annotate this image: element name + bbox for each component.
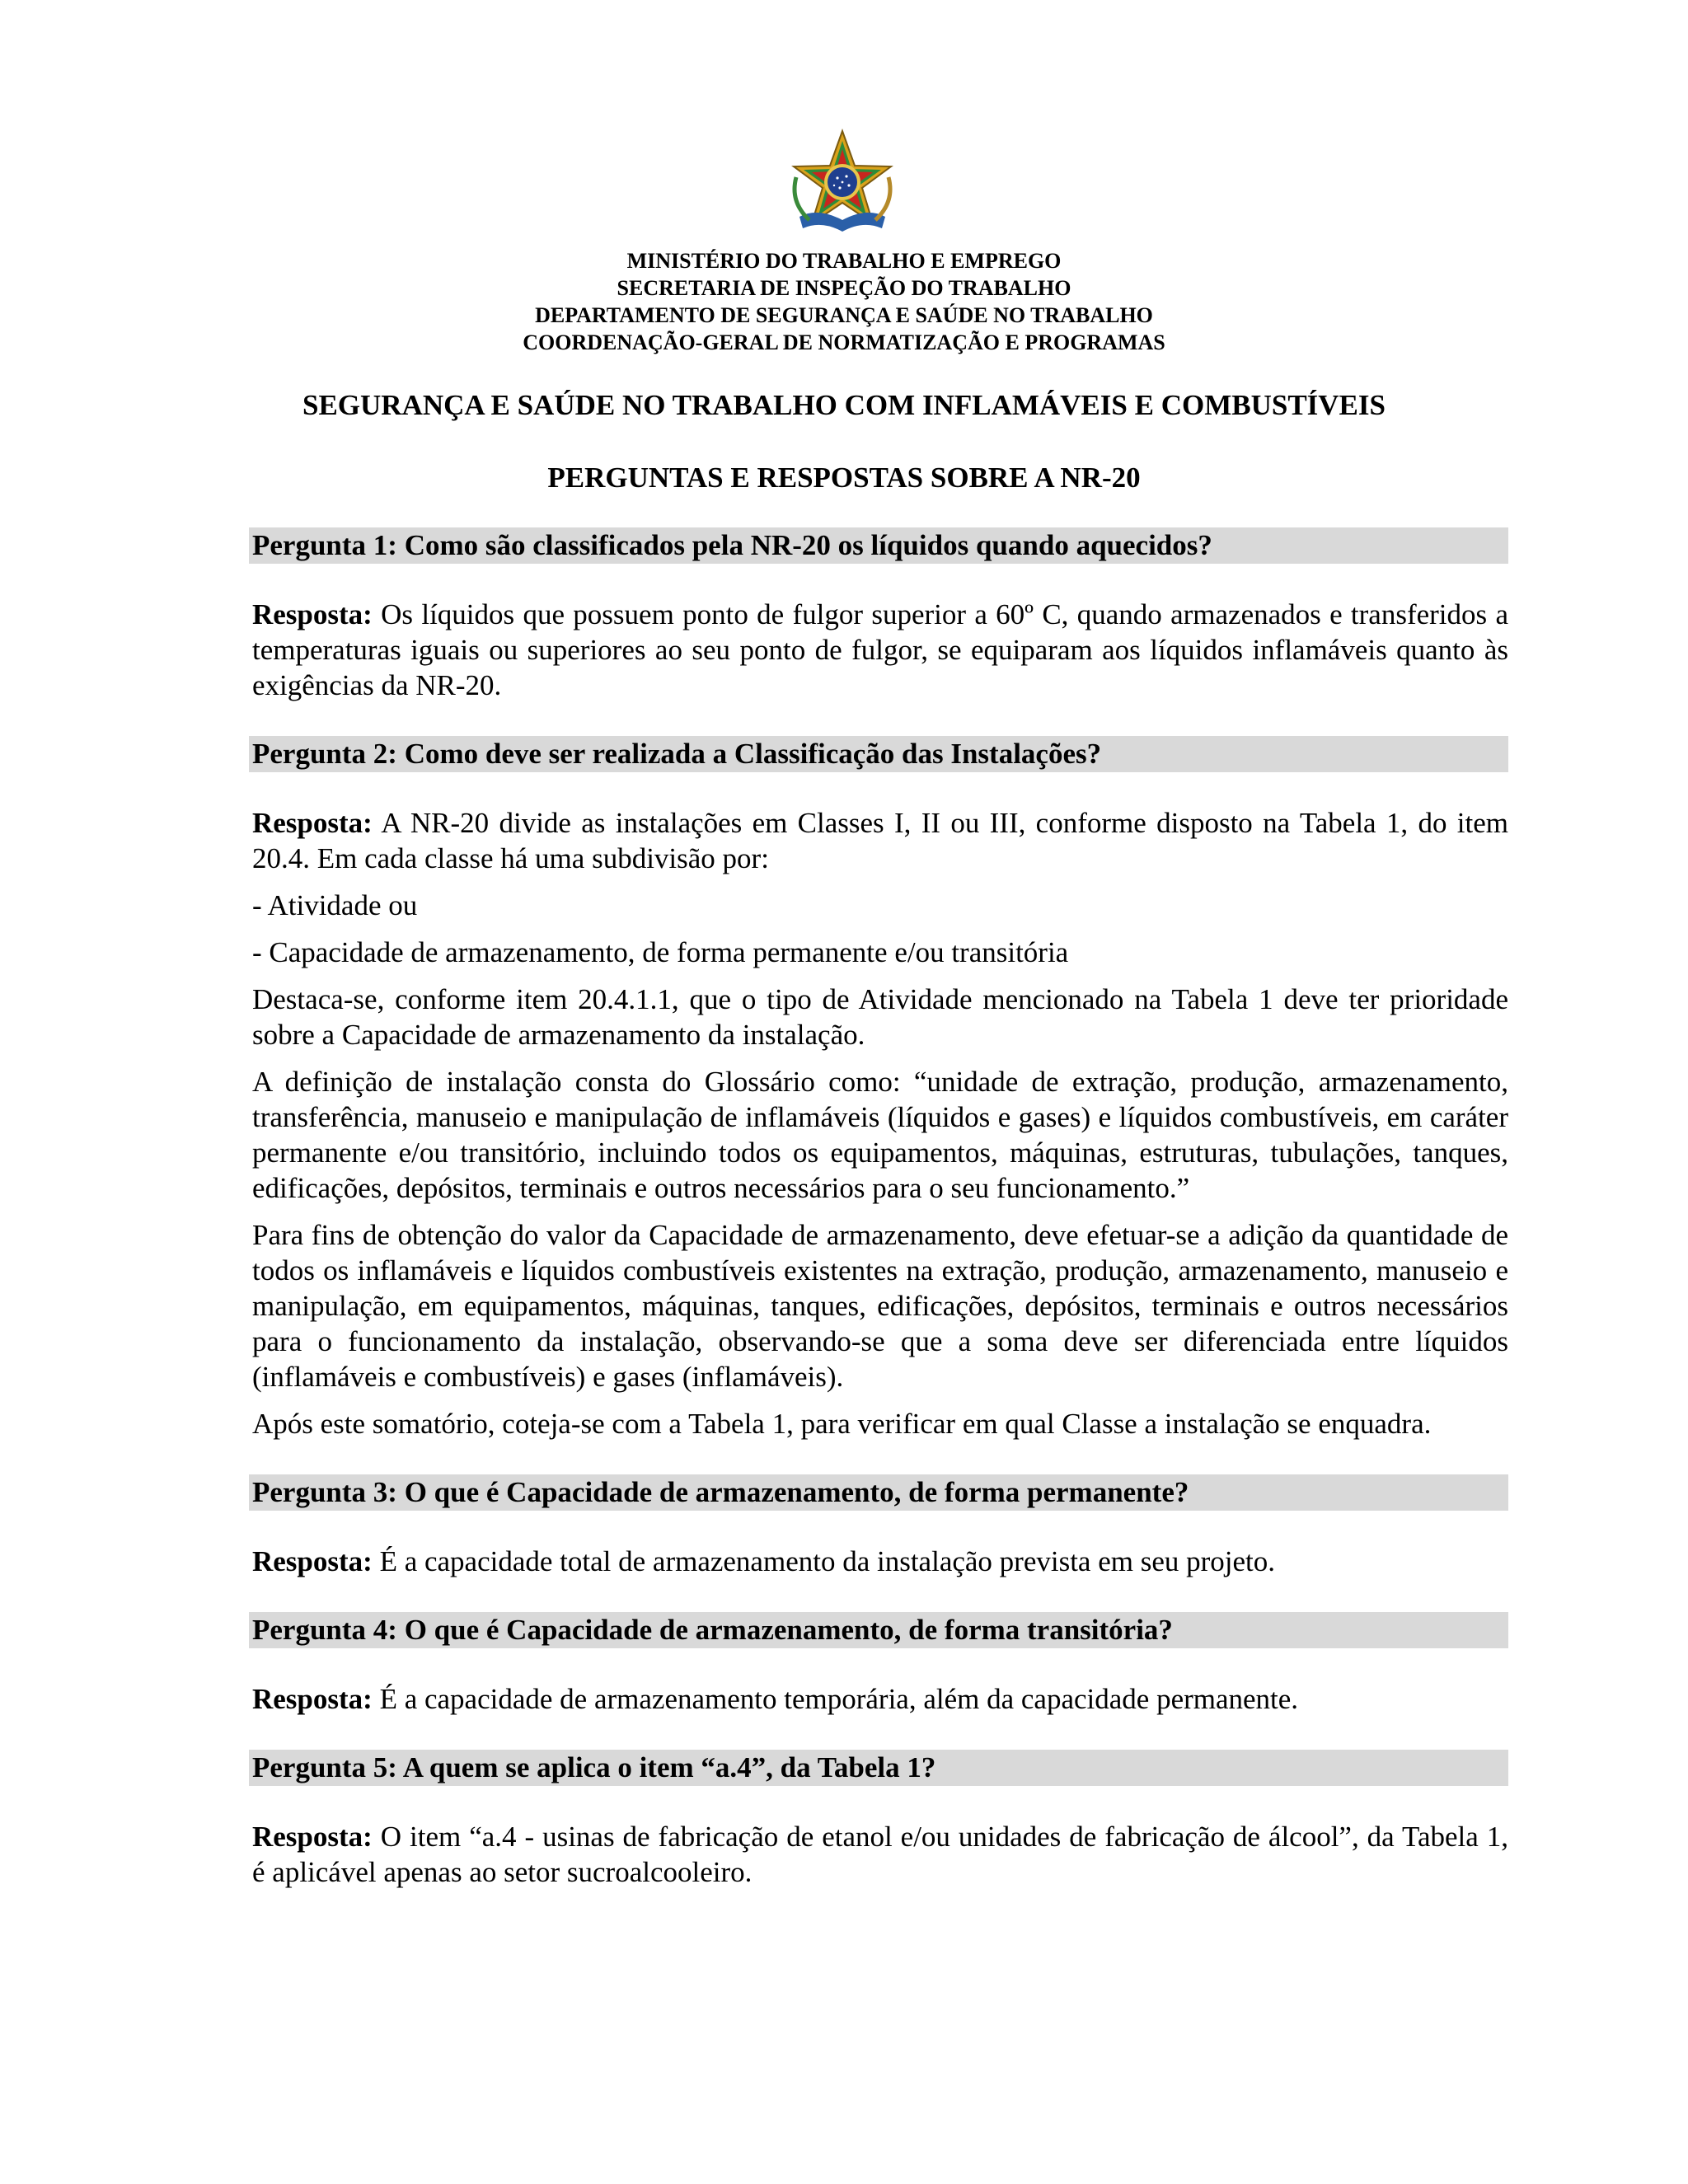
paragraph-somatorio: Após este somatório, coteja-se com a Tabela 1, para verificar em qual Classe a instalação se enquadra.: [252, 1408, 1432, 1440]
answer-label: Resposta:: [252, 807, 373, 839]
list-item-atividade: - Atividade ou: [252, 889, 418, 921]
paragraph-definicao: A definição de instalação consta do Glossário como: “unidade de extração, produção, armazenamento, transferência, manuseio e manipulação de inflamáveis (líquidos e gases) e líquidos combustíveis, em caráter permanente e/ou transitório, incluindo todos os equipamentos, máquinas, estruturas, tubulações, tanques, edificações, depósitos, terminais e outros necessários para o seu funcionamento.”: [252, 1066, 1508, 1204]
answer-text: É a capacidade de armazenamento temporária, além da capacidade permanente.: [379, 1683, 1299, 1715]
secretariat-line: SECRETARIA DE INSPEÇÃO DO TRABALHO: [617, 276, 1071, 300]
answer-label: Resposta:: [252, 1545, 373, 1577]
question-2: Pergunta 2: Como deve ser realizada a Classificação das Instalações?: [249, 736, 1508, 772]
header: [0, 247, 1688, 356]
qa-list: [252, 527, 1508, 1923]
department-line: DEPARTAMENTO DE SEGURANÇA E SAÚDE NO TRABALHO: [535, 303, 1153, 327]
question-5: Pergunta 5: A quem se aplica o item “a.4”, da Tabela 1?: [249, 1750, 1508, 1786]
answer-3: [252, 1544, 1508, 1579]
answer-label: Resposta:: [252, 1683, 373, 1715]
question-4: Pergunta 4: O que é Capacidade de armazenamento, de forma transitória?: [249, 1612, 1508, 1648]
document-title: SEGURANÇA E SAÚDE NO TRABALHO COM INFLAMÁVEIS E COMBUSTÍVEIS: [302, 389, 1386, 421]
answer-2: [252, 805, 1508, 876]
document-subtitle: PERGUNTAS E RESPOSTAS SOBRE A NR-20: [547, 462, 1141, 494]
question-1: Pergunta 1: Como são classificados pela NR-20 os líquidos quando aquecidos?: [249, 527, 1508, 564]
answer-text: Os líquidos que possuem ponto de fulgor superior a 60º C, quando armazenados e transferidos a temperaturas iguais ou superiores ao seu ponto de fulgor, se equiparam aos líquidos inflamáveis quanto às exigências da NR-20.: [252, 598, 1508, 701]
ministry-line: MINISTÉRIO DO TRABALHO E EMPREGO: [626, 249, 1062, 273]
question-3: Pergunta 3: O que é Capacidade de armazenamento, de forma permanente?: [249, 1474, 1508, 1511]
list-item-capacidade: - Capacidade de armazenamento, de forma permanente e/ou transitória: [252, 936, 1069, 968]
answer-text: A NR-20 divide as instalações em Classes I, II ou III, conforme disposto na Tabela 1, do item 20.4. Em cada classe há uma subdivisão por:: [252, 807, 1508, 874]
answer-label: Resposta:: [252, 598, 373, 630]
answer-1: [252, 597, 1508, 703]
answer-4: [252, 1681, 1508, 1717]
answer-text: O item “a.4 - usinas de fabricação de etanol e/ou unidades de fabricação de álcool”, da Tabela 1, é aplicável apenas ao setor sucroalcooleiro.: [252, 1821, 1509, 1888]
paragraph-destaca: Destaca-se, conforme item 20.4.1.1, que o tipo de Atividade mencionado na Tabela 1 deve ter prioridade sobre a Capacidade de armazenamento da instalação.: [252, 983, 1508, 1051]
answer-text: É a capacidade total de armazenamento da instalação prevista em seu projeto.: [379, 1545, 1276, 1577]
answer-5: [252, 1819, 1508, 1890]
answer-label: Resposta:: [252, 1821, 373, 1853]
coordination-line: COORDENAÇÃO-GERAL DE NORMATIZAÇÃO E PROGRAMAS: [523, 330, 1165, 354]
brazil-coat-of-arms-icon: [785, 128, 900, 243]
paragraph-obtencao: Para fins de obtenção do valor da Capacidade de armazenamento, deve efetuar-se a adição da quantidade de todos os inflamáveis e líquidos combustíveis existentes na extração, produção, armazenamento, manuseio e manipulação, em equipamentos, máquinas, tanques, edificações, depósitos, terminais e outros necessários para o funcionamento da instalação, observando-se que a soma deve ser diferenciada entre líquidos (inflamáveis e combustíveis) e gases (inflamáveis).: [252, 1219, 1508, 1393]
